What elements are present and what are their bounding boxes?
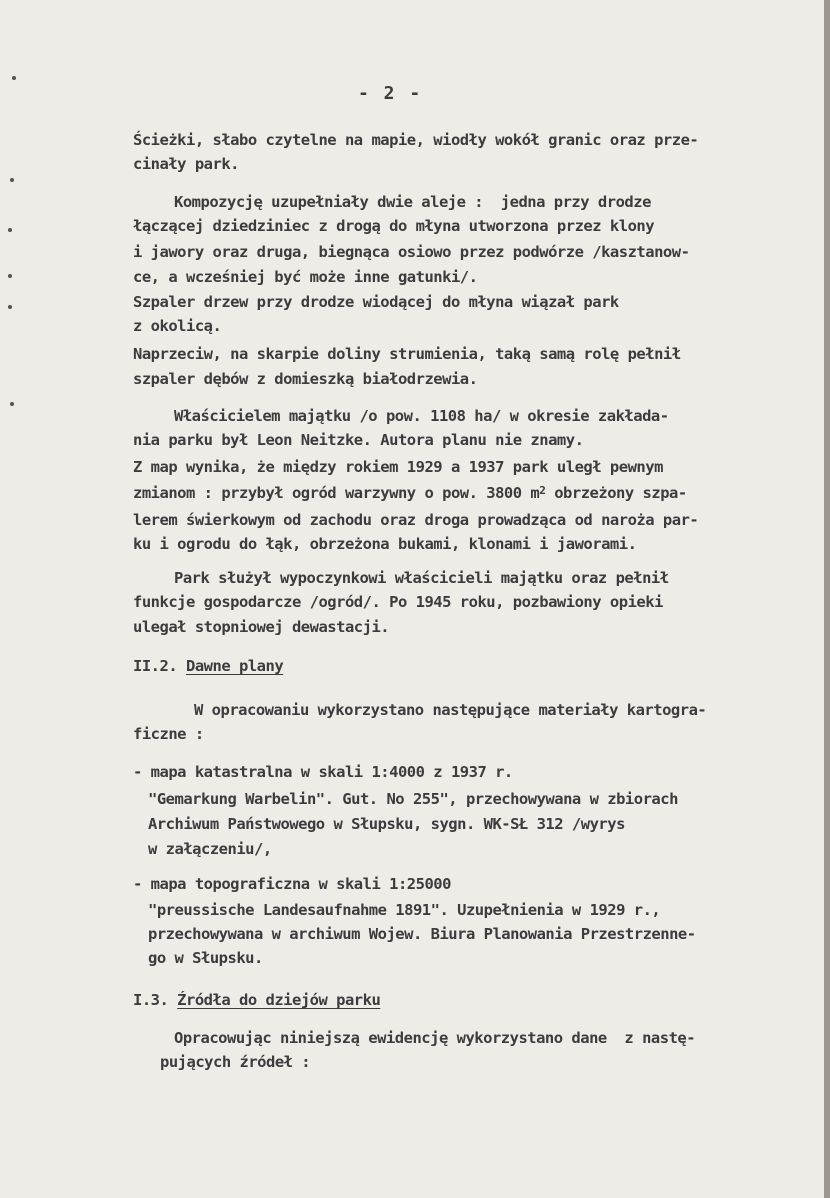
text-line: Z map wynika, że między rokiem 1929 a 1937 park uległ pewnym [133,458,663,476]
text-line: Opracowując niniejszą ewidencję wykorzystano dane z nastę- [174,1029,696,1047]
text-line: funkcje gospodarcze /ogród/. Po 1945 roku, pozbawiony opieki [133,593,663,611]
page-number: - 2 - [358,83,423,104]
text-line-with-superscript [133,481,687,507]
text-line: pujących źródeł : [160,1053,311,1071]
text-line: ulegał stopniowej dewastacji. [133,618,390,636]
margin-mark [8,305,12,309]
text-line: ku i ogrodu do łąk, obrzeżona bukami, klonami i jaworami. [133,535,637,553]
text-line: Szpaler drzew przy drodze wiodącej do młyna wiązał park [133,293,619,311]
text-segment: obrzeżony szpa- [545,484,687,502]
margin-mark [8,274,12,278]
text-line: w załączeniu/, [148,840,272,858]
text-line: Właścicielem majątku /o pow. 1108 ha/ w okresie zakłada- [174,407,669,425]
section-number: I.3. [133,991,178,1009]
section-title: Dawne plany [186,657,284,675]
text-line: Archiwum Państwowego w Słupsku, sygn. WK-SŁ 312 /wyrys [148,815,625,833]
text-line: Ścieżki, słabo czytelne na mapie, wiodły wokół granic oraz prze- [133,131,699,149]
text-line: lerem świerkowym od zachodu oraz droga prowadząca od naroża par- [133,511,699,529]
section-heading [133,654,283,678]
text-line: łączącej dziedziniec z drogą do młyna utworzona przez klony [133,217,655,235]
list-item: - mapa katastralna w skali 1:4000 z 1937 r. [133,763,513,781]
text-line: go w Słupsku. [148,949,263,967]
text-line: i jawory oraz druga, biegnąca osiowo przez podwórze /kasztanow- [133,243,690,261]
text-line: Kompozycję uzupełniały dwie aleje : jedna przy drodze [174,193,651,211]
list-item: - mapa topograficzna w skali 1:25000 [133,875,451,893]
text-segment: zmianom : przybył ogród warzywny o pow. 3800 m [133,484,540,502]
text-line: szpaler dębów z domieszką białodrzewia. [133,370,478,388]
margin-mark [8,228,12,232]
section-number: II.2. [133,657,186,675]
text-line: nia parku był Leon Neitzke. Autora planu nie znamy. [133,431,584,449]
margin-mark [12,76,16,80]
text-line: "Gemarkung Warbelin". Gut. No 255", przechowywana w zbiorach [148,790,678,808]
section-title: Źródła do dziejów parku [177,991,381,1009]
text-line: cinały park. [133,155,239,173]
text-line: Naprzeciw, na skarpie doliny strumienia, taką samą rolę pełnił [133,345,681,363]
text-line: W opracowaniu wykorzystano następujące materiały kartogra- [194,701,707,719]
text-line: ce, a wcześniej być może inne gatunki/. [133,268,478,286]
superscript: 2 [539,484,546,497]
margin-mark [10,402,14,406]
text-line: z okolicą. [133,317,222,335]
margin-mark [10,178,14,182]
text-line: ficzne : [133,725,204,743]
text-line: przechowywana w archiwum Wojew. Biura Planowania Przestrzenne- [148,925,696,943]
section-heading [133,988,380,1012]
text-line: "preussische Landesaufnahme 1891". Uzupełnienia w 1929 r., [148,901,661,919]
text-line: Park służył wypoczynkowi właścicieli majątku oraz pełnił [174,569,669,587]
